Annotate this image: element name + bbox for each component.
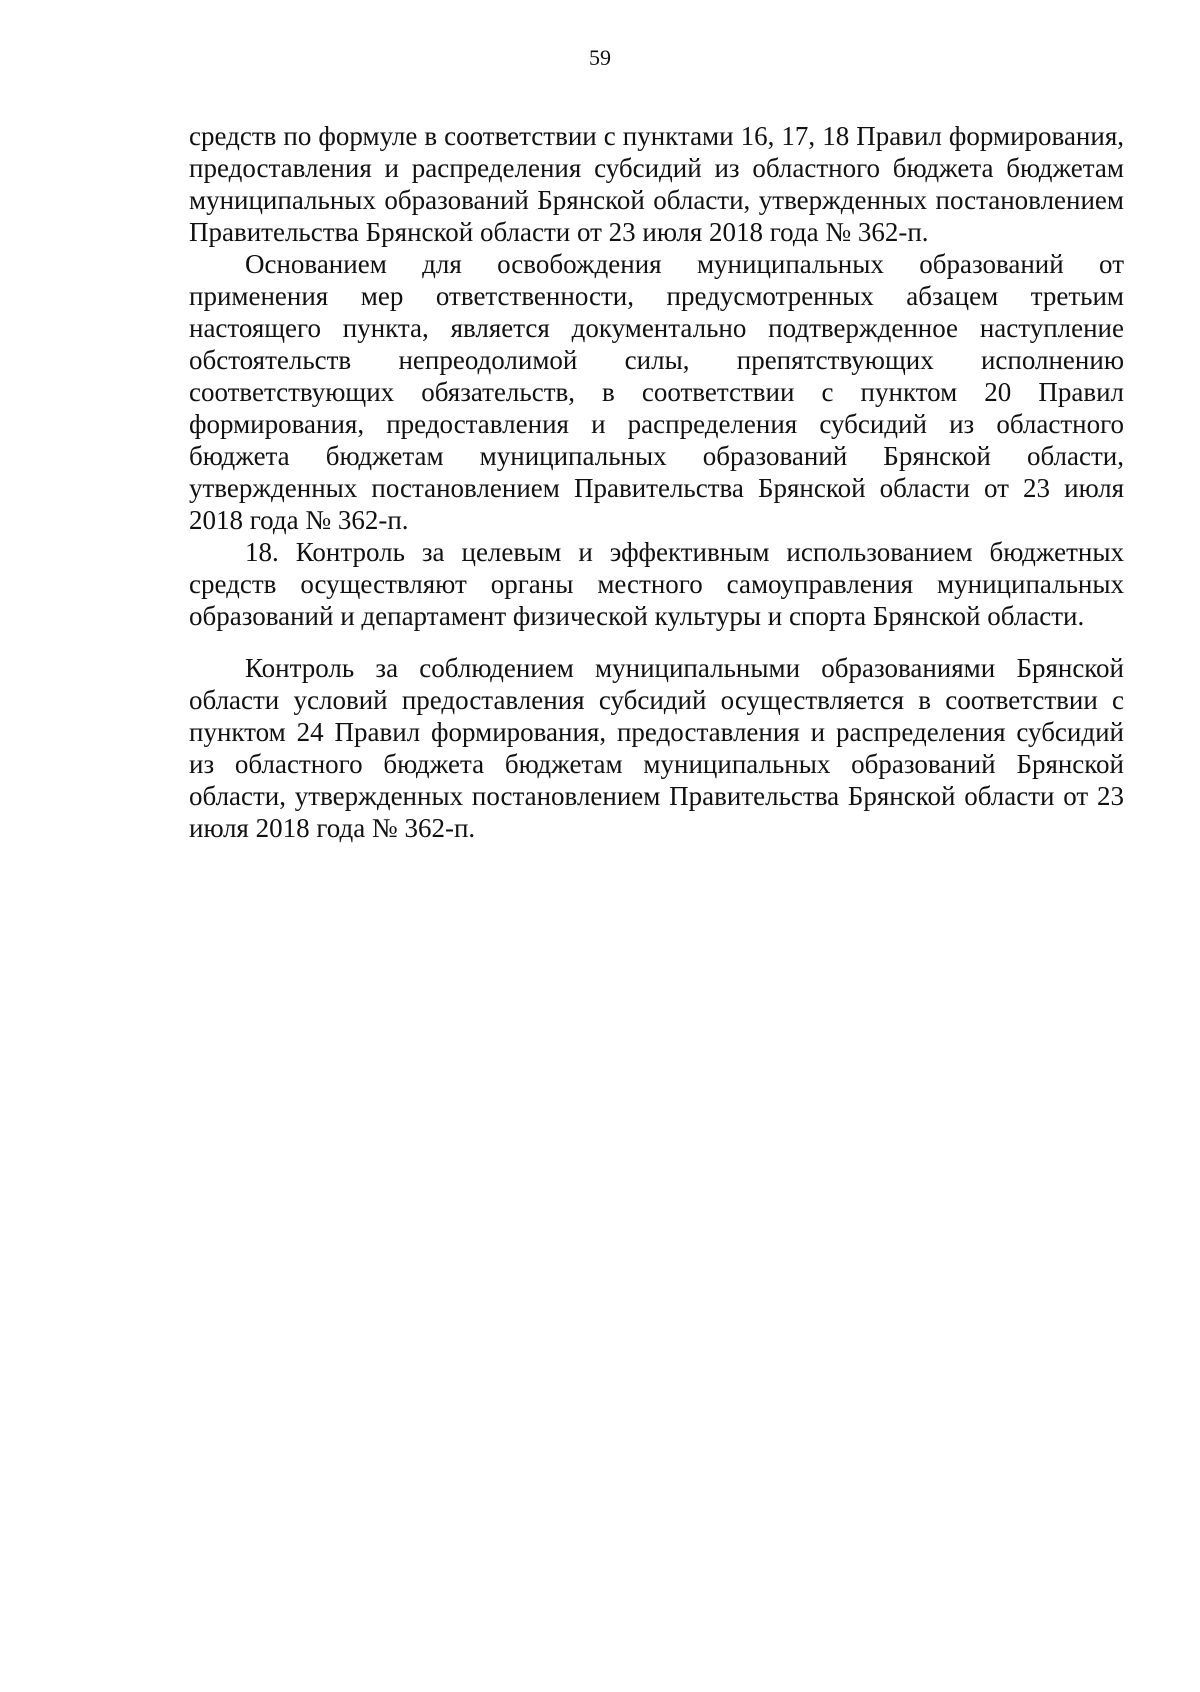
document-body — [189, 120, 1124, 844]
paragraph-item-18-control: 18. Контроль за целевым и эффективным использованием бюджетных средств осуществляют органы местного самоуправления муниципальных образований и департамент физической культуры и спорта Брянской области. — [189, 537, 1124, 631]
paragraph-exemption-basis: Основанием для освобождения муниципальных образований от применения мер ответственности, предусмотренных абзацем третьим настоящего пункта, является документально подтвержденное наступление обстоятельств непреодолимой силы, препятствующих исполнению соответствующих обязательств, в соответствии с пунктом 20 Правил формирования, предоставления и распределения субсидий из областного бюджета бюджетам муниципальных образований Брянской области, утвержденных постановлением Правительства Брянской области от 23 июля 2018 года № 362-п. — [189, 249, 1124, 535]
page-number: 59 — [589, 45, 611, 70]
paragraph-compliance-control: Контроль за соблюдением муниципальными образованиями Брянской области условий предоставления субсидий осуществляется в соответствии с пунктом 24 Правил формирования, предоставления и распределения субсидий из областного бюджета бюджетам муниципальных образований Брянской области, утвержденных постановлением Правительства Брянской области от 23 июля 2018 года № 362-п. — [189, 653, 1124, 843]
paragraph-continuation: средств по формуле в соответствии с пунктами 16, 17, 18 Правил формирования, предоставления и распределения субсидий из областного бюджета бюджетам муниципальных образований Брянской области, утвержденных постановлением Правительства Брянской области от 23 июля 2018 года № 362-п. — [189, 121, 1124, 247]
